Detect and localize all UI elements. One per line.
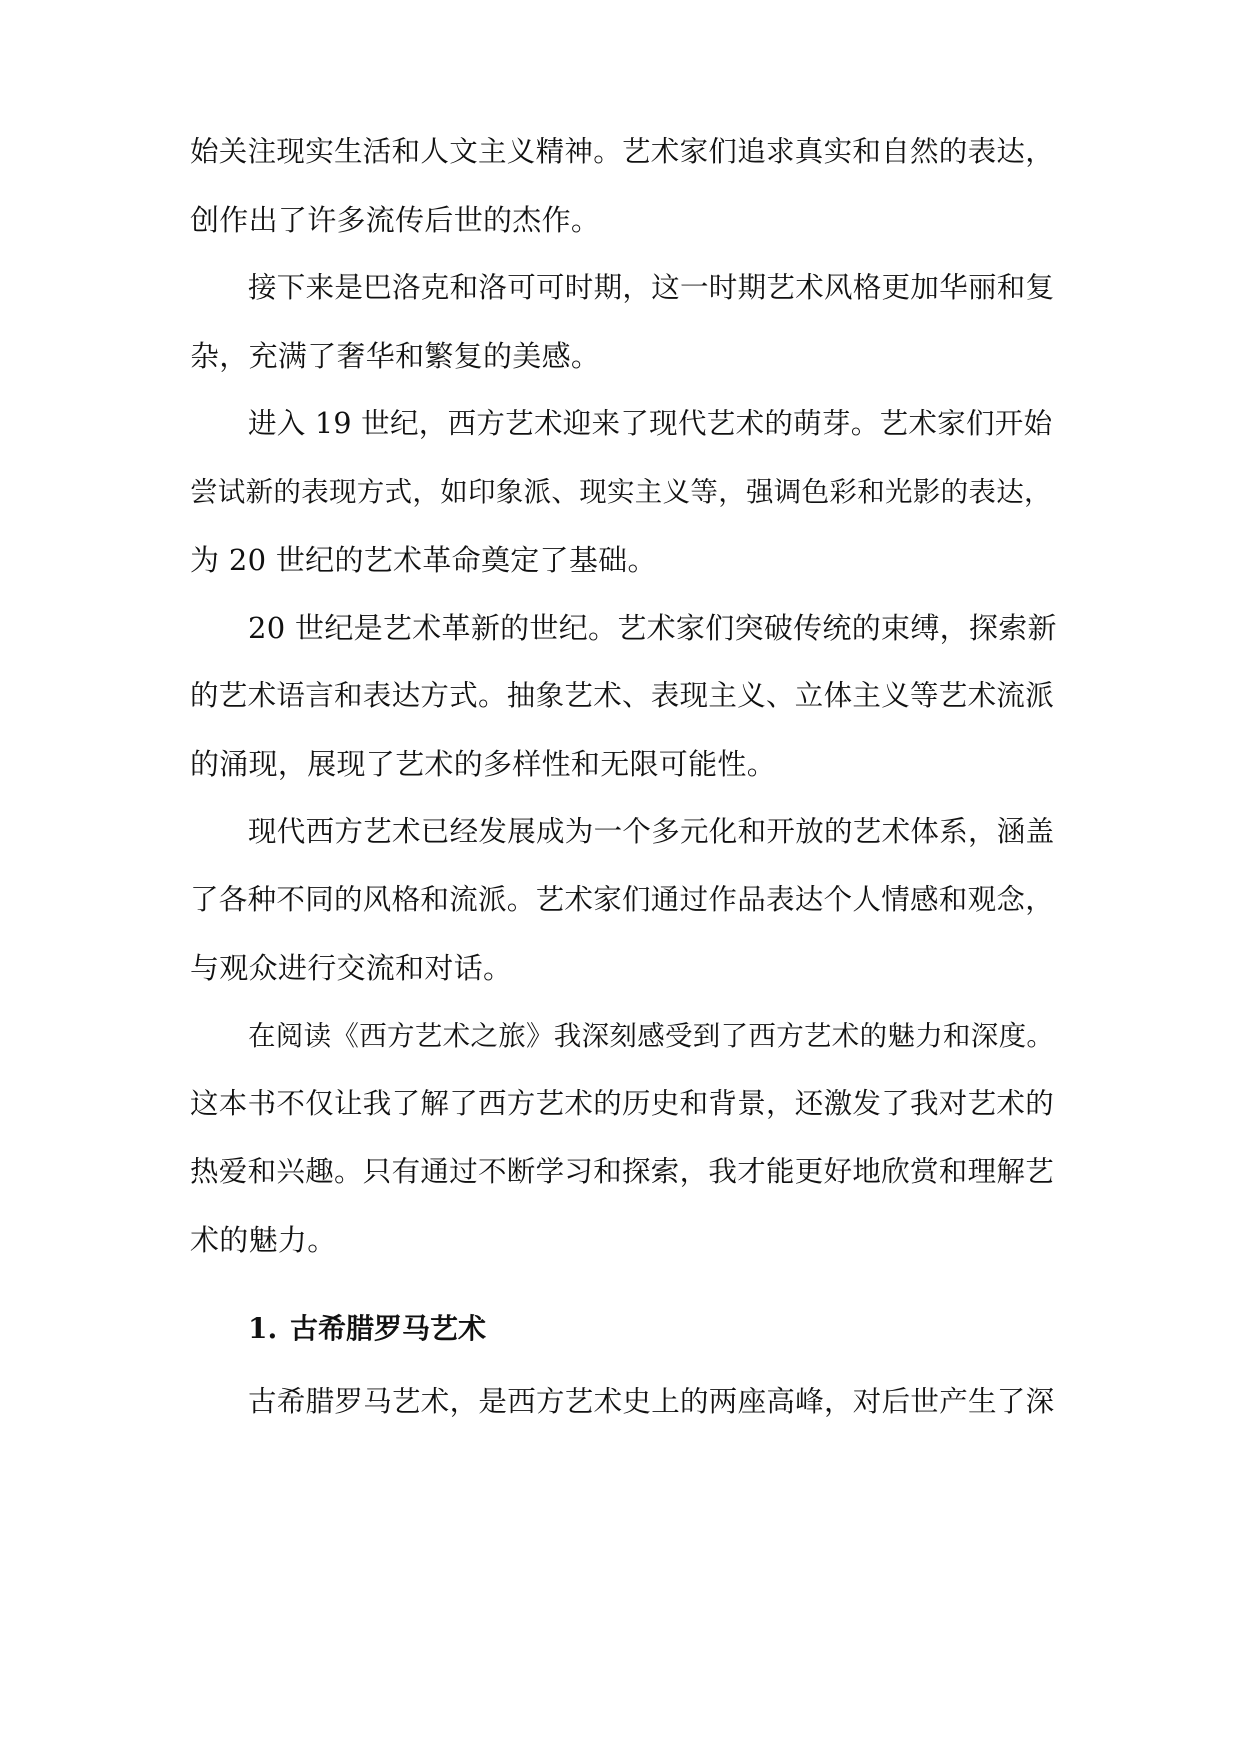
paragraph-line: 进入 19 世纪，西方艺术迎来了现代艺术的萌芽。艺术家们开始 bbox=[248, 407, 1053, 440]
section-number: 1. bbox=[248, 1312, 278, 1345]
paragraph-line: 与观众进行交流和对话。 bbox=[190, 951, 513, 985]
paragraph-line: 古希腊罗马艺术，是西方艺术史上的两座高峰，对后世产生了深 bbox=[248, 1385, 1055, 1418]
paragraph-line: 在阅读《西方艺术之旅》我深刻感受到了西方艺术的魅力和深度。 bbox=[248, 1020, 1055, 1052]
paragraph-line: 这本书不仅让我了解了西方艺术的历史和背景，还激发了我对艺术的 bbox=[190, 1087, 1055, 1120]
paragraph-line: 接下来是巴洛克和洛可可时期，这一时期艺术风格更加华丽和复 bbox=[248, 271, 1055, 304]
paragraph-line: 20 世纪是艺术革新的世纪。艺术家们突破传统的束缚，探索新 bbox=[248, 611, 1057, 645]
section-title: 古希腊罗马艺术 bbox=[290, 1312, 487, 1345]
paragraph-line: 尝试新的表现方式，如印象派、现实主义等，强调色彩和光影的表达， bbox=[190, 476, 1052, 508]
paragraph-line: 了各种不同的风格和流派。艺术家们通过作品表达个人情感和观念， bbox=[190, 883, 1055, 916]
paragraph-line: 为 20 世纪的艺术革命奠定了基础。 bbox=[190, 543, 657, 577]
paragraph-line: 现代西方艺术已经发展成为一个多元化和开放的艺术体系，涵盖 bbox=[248, 815, 1055, 848]
paragraph-line: 热爱和兴趣。只有通过不断学习和探索，我才能更好地欣赏和理解艺 bbox=[190, 1155, 1055, 1188]
paragraph-line: 术的魅力。 bbox=[190, 1223, 337, 1257]
paragraph-line: 始关注现实生活和人文主义精神。艺术家们追求真实和自然的表达， bbox=[190, 135, 1055, 168]
paragraph-line: 的艺术语言和表达方式。抽象艺术、表现主义、立体主义等艺术流派 bbox=[190, 679, 1055, 712]
paragraph-line: 杂，充满了奢华和繁复的美感。 bbox=[190, 339, 601, 373]
paragraph-line: 的涌现，展现了艺术的多样性和无限可能性。 bbox=[190, 747, 777, 781]
paragraph-line: 创作出了许多流传后世的杰作。 bbox=[190, 203, 601, 237]
section-heading bbox=[248, 1309, 1048, 1349]
